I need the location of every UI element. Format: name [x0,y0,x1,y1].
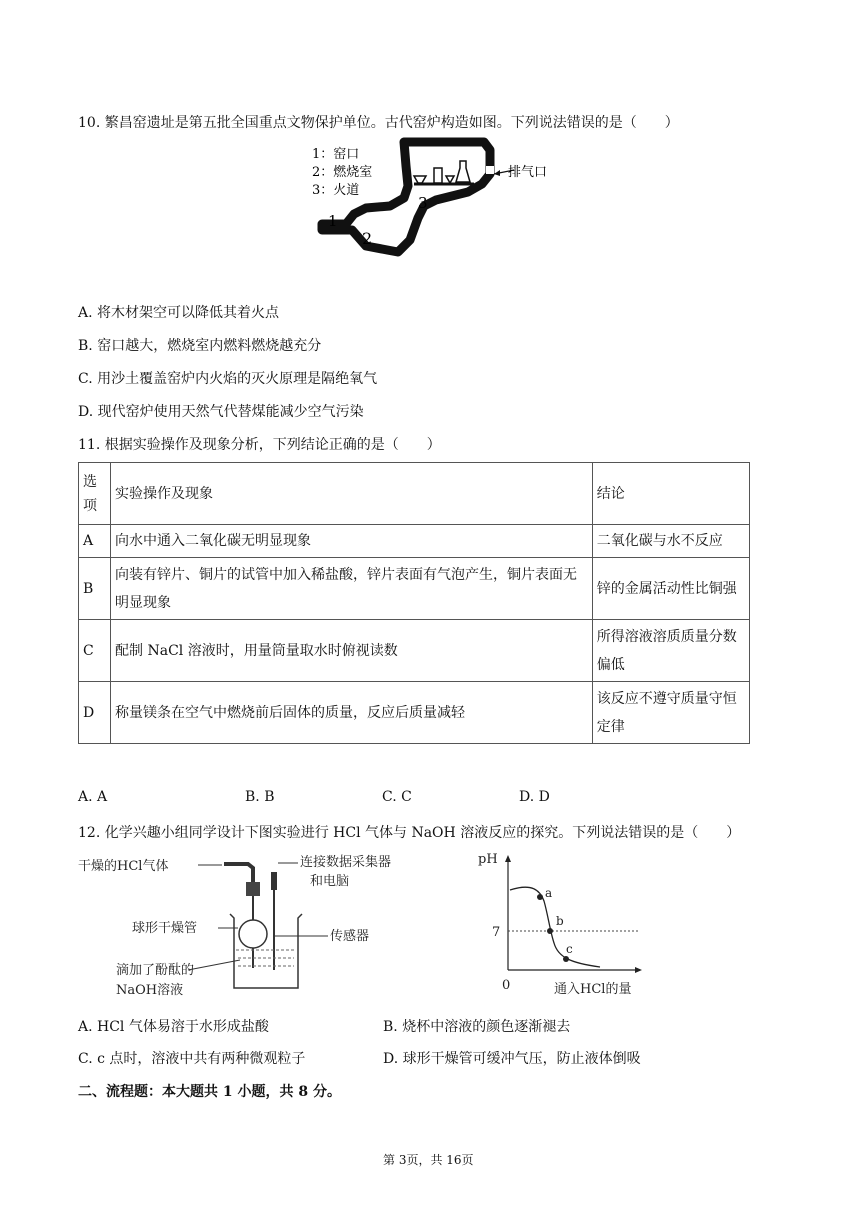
q11-option-b: B. B [245,789,275,805]
point-c [563,956,569,962]
table-row [79,525,750,558]
header-option: 选项 [79,463,111,525]
q12-option-b: B. 烧杯中溶液的颜色逐渐褪去 [383,1019,571,1035]
bottle-icon [456,161,470,182]
q12-stem: 12. 化学兴趣小组同学设计下图实验进行 HCl 气体与 NaOH 溶液反应的探究。下列说法错误的是（ ） [78,825,741,841]
q12-option-c: C. c 点时，溶液中共有两种微观粒子 [78,1051,306,1067]
row-a-operation: 向水中通入二氧化碳无明显现象 [111,525,593,558]
beaker [230,914,302,988]
stopper [246,882,260,896]
table-row [79,682,750,744]
row-d-operation: 称量镁条在空气中燃烧前后固体的质量，反应后质量减轻 [111,682,593,744]
row-d-conclusion: 该反应不遵守质量守恒定律 [592,682,749,744]
cup-icon [446,176,454,183]
collector-label-2: 和电脑 [310,874,350,889]
sensor-probe [271,872,277,890]
section-heading: 二、流程题：本大题共 1 小题，共 8 分。 [78,1084,341,1100]
experiment-table [78,462,750,744]
page-footer: 第 3页，共 16页 [383,1153,474,1167]
row-c-option: C [79,620,111,682]
q12-option-d: D. 球形干燥管可缓冲气压，防止液体倒吸 [383,1051,641,1067]
inlet-tube [224,864,253,884]
q11-stem: 11. 根据实验操作及现象分析，下列结论正确的是（ ） [78,437,441,453]
kiln-num-2: 2 [362,229,373,248]
row-c-conclusion: 所得溶液溶质质量分数偏低 [592,620,749,682]
ph-curve [510,887,600,967]
gas-label: 干燥的HCl气体 [78,859,169,874]
exhaust-label: 排气口 [508,165,548,180]
row-d-option: D [79,682,111,744]
row-b-operation: 向装有锌片、铜片的试管中加入稀盐酸，锌片表面有气泡产生，铜片表面无明显现象 [111,558,593,620]
legend-2: 2：燃烧室 [312,165,373,180]
q11-option-c: C. C [382,789,412,805]
graph-y7: 7 [492,925,501,940]
legend-1: 1：窑口 [312,147,360,162]
label-b: b [556,914,564,928]
drying-bulb [239,920,267,948]
vase-icon [434,168,442,183]
row-b-option: B [79,558,111,620]
kiln-num-1: 1 [328,212,338,230]
row-c-operation: 配制 NaCl 溶液时，用量筒量取水时俯视读数 [111,620,593,682]
graph-ylabel: pH [478,852,498,867]
kiln-num-3: 3 [418,194,428,212]
table-row [79,620,750,682]
collector-label-1: 连接数据采集器 [300,855,392,870]
row-a-conclusion: 二氧化碳与水不反应 [592,525,749,558]
q10-option-b: B. 窑口越大，燃烧室内燃料燃烧越充分 [78,338,322,354]
pot-icon [414,176,426,183]
row-a-option: A [79,525,111,558]
q12-option-a: A. HCl 气体易溶于水形成盐酸 [78,1019,269,1035]
q11-option-d: D. D [519,789,550,805]
header-conclusion: 结论 [592,463,749,525]
point-b [547,928,553,934]
kiln-diagram [308,136,558,266]
q10-option-d: D. 现代窑炉使用天然气代替煤能减少空气污染 [78,404,364,420]
q11-option-a: A. A [78,789,108,805]
sensor-label: 传感器 [330,929,370,944]
row-b-conclusion: 锌的金属活动性比铜强 [592,558,749,620]
dry-tube-label: 球形干燥管 [132,921,198,936]
header-operation: 实验操作及现象 [111,463,593,525]
q10-option-c: C. 用沙土覆盖窑炉内火焰的灭火原理是隔绝氧气 [78,371,378,387]
q10-stem: 10. 繁昌窑遗址是第五批全国重点文物保护单位。古代窑炉构造如图。下列说法错误的是（ ） [78,115,679,131]
label-a: a [545,886,553,900]
point-a [537,894,543,900]
apparatus-diagram [78,848,408,1004]
table-header-row [79,463,750,525]
solution-label-2: NaOH溶液 [116,983,184,998]
graph-xlabel: 通入HCl的量 [554,982,632,997]
ph-graph [470,845,650,1003]
exhaust-opening [486,166,494,174]
q10-option-a: A. 将木材架空可以降低其着火点 [78,305,280,321]
table-row [79,558,750,620]
legend-3: 3：火道 [312,183,360,198]
label-c: c [566,942,573,956]
graph-origin: 0 [502,978,511,993]
solution-label-1: 滴加了酚酞的 [116,963,195,978]
